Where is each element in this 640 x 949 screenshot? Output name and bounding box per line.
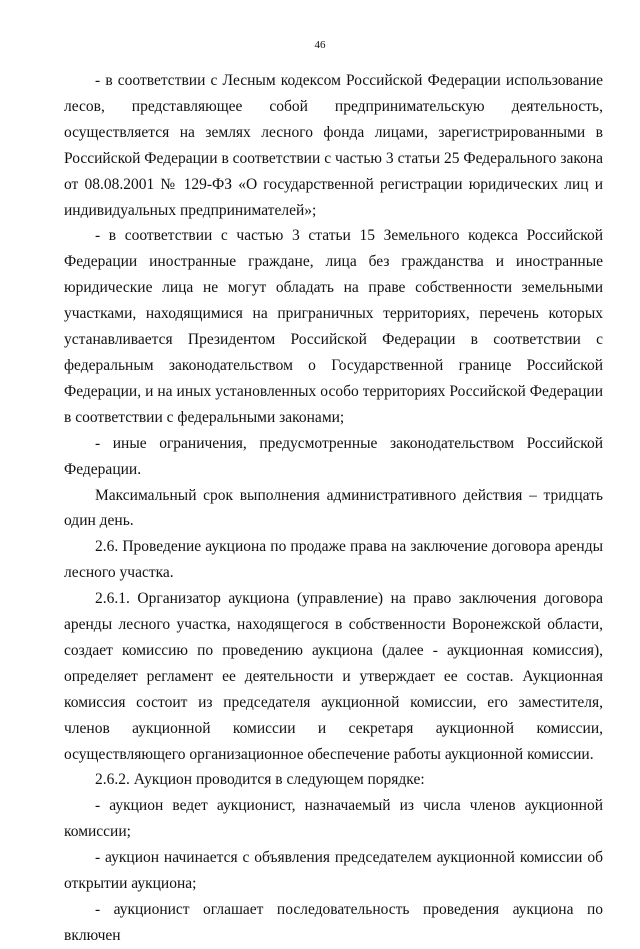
page-number: 46 — [314, 39, 326, 51]
paragraph-auction-start: - аукцион начинается с объявления председателем аукционной комиссии об открытии аукциона; — [64, 849, 603, 893]
paragraph-section-2-6-1: 2.6.1. Организатор аукциона (управление) на право заключения договора аренды лесного участка, находящегося в собственности Воронежской области, создает комиссию по проведению аукциона (далее - аукционная комиссия), определяет регламент ее деятельности и утверждает ее состав. Аукционная комиссия состоит из председателя аукционной комиссии, его заместителя, членов аукционной комиссии и секретаря аукционной комиссии, осуществляющего организационное обеспечение работы аукционной комиссии. — [64, 590, 603, 763]
paragraph-section-2-6-2: 2.6.2. Аукцион проводится в следующем порядке: — [95, 771, 425, 789]
paragraph-land-code: - в соответствии с частью 3 статьи 15 Земельного кодекса Российской Федерации иностранные граждане, лица без гражданства и иностранные юридические лица не могут обладать на праве собственности земельными участками, находящимися на приграничных территориях, перечень которых устанавливается Президентом Российской Федерации в соответствии с федеральным законодательством о Государственной границе Российской Федерации, и на иных установленных особо территориях Российской Федерации в соответствии с федеральными законами; — [64, 227, 603, 426]
document-body — [64, 68, 603, 949]
paragraph-forest-code: - в соответствии с Лесным кодексом Российской Федерации использование лесов, представляющее собой предпринимательскую деятельность, осуществляется на землях лесного фонда лицами, зарегистрированными в Российской Федерации в соответствии с частью 3 статьи 25 Федерального закона от 08.08.2001 № 129-ФЗ «О государственной регистрации юридических лиц и индивидуальных предпринимателей»; — [64, 72, 603, 219]
paragraph-other-restrictions: - иные ограничения, предусмотренные законодательством Российской Федерации. — [64, 434, 603, 478]
paragraph-section-2-6: 2.6. Проведение аукциона по продаже права на заключение договора аренды лесного участка. — [64, 538, 603, 582]
paragraph-auction-sequence: - аукционист оглашает последовательность проведения аукциона по включен — [64, 901, 603, 944]
paragraph-max-term: Максимальный срок выполнения административного действия – тридцать один день. — [64, 486, 603, 530]
paragraph-auctioneer: - аукцион ведет аукционист, назначаемый из числа членов аукционной комиссии; — [64, 797, 603, 841]
